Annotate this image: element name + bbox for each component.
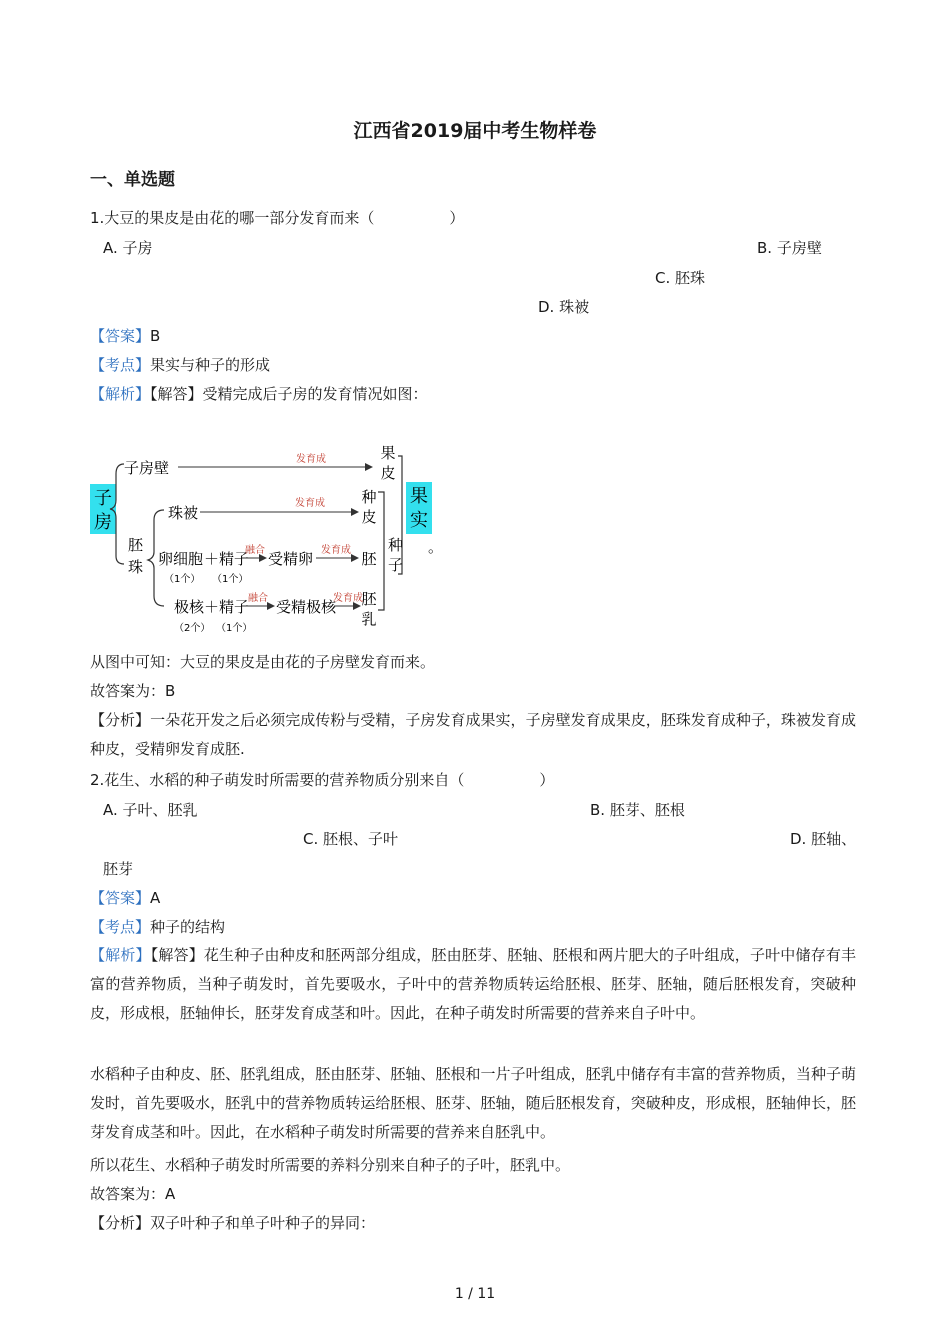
q1-final-answer: 故答案为：B xyxy=(90,682,176,700)
develop-label-2: 发育成 xyxy=(295,498,325,509)
q2-stem: 2.花生、水稻的种子萌发时所需要的营养物质分别来自（ ） xyxy=(90,771,555,789)
ovary-char-1: 子 xyxy=(94,488,112,509)
fusion-label-2: 融合 xyxy=(248,593,268,604)
q2-rice-paragraph: 水稻种子由种皮、胚、胚乳组成，胚由胚芽、胚轴、胚根和一片子叶组成，胚乳中储存有丰富的营养物质，当种子萌发时，首先要吸水，胚乳中的营养物质转运给胚根、胚芽、胚轴，随后胚根发育，突破种皮，形成根，胚轴伸长，胚芽发育成茎和叶。因此，在水稻种子萌发时所需要的营养来自胚乳中。 xyxy=(90,1065,856,1141)
fruit-char-1: 果 xyxy=(410,486,428,507)
polar-count: （2个） xyxy=(174,623,211,634)
q2-option-b: B. 胚芽、胚根 xyxy=(590,801,685,819)
pericarp-char-2: 皮 xyxy=(380,464,396,482)
document-title: 江西省2019届中考生物样卷 xyxy=(353,120,597,142)
q1-option-d: D. 珠被 xyxy=(538,298,590,316)
sperm-count-1: （1个） xyxy=(212,574,249,585)
page-number: 1 / 11 xyxy=(454,1286,496,1302)
point-value: 果实与种子的形成 xyxy=(150,356,271,374)
ovary-development-diagram xyxy=(88,440,448,640)
q1-summary: 【分析】一朵花开发之后必须完成传粉与受精，子房发育成果实，子房壁发育成果皮，胚珠发育成种子，珠被发育成种皮，受精卵发育成胚. xyxy=(90,711,856,758)
egg-count: （1个） xyxy=(164,574,201,585)
point-tag: 【考点】 xyxy=(90,356,151,374)
q2-option-d-cont: 胚芽 xyxy=(103,860,134,878)
q1-answer-line xyxy=(90,326,160,346)
q2-conclusion: 所以花生、水稻种子萌发时所需要的养料分别来自种子的子叶，胚乳中。 xyxy=(90,1156,571,1174)
q1-conclusion: 从图中可知：大豆的果皮是由花的子房壁发育而来。 xyxy=(90,653,436,671)
seed-char-2: 子 xyxy=(388,556,404,574)
analysis-text: 【解答】受精完成后子房的发育情况如图： xyxy=(150,385,428,403)
q1-point-line xyxy=(90,355,270,375)
sperm-count-2: （1个） xyxy=(216,623,253,634)
q1-stem: 1.大豆的果皮是由花的哪一部分发育而来（ ） xyxy=(90,209,465,227)
develop-label-3: 发育成 xyxy=(321,545,351,556)
seed-coat-char-2: 皮 xyxy=(361,508,377,526)
answer-tag: 【答案】 xyxy=(90,327,151,345)
q2-summary: 【分析】双子叶种子和单子叶种子的异同： xyxy=(90,1214,376,1232)
q1-analysis-line xyxy=(90,384,428,404)
analysis-tag: 【解析】 xyxy=(90,946,151,964)
diagram-period: 。 xyxy=(428,538,444,556)
analysis-text: 【解答】花生种子由种皮和胚两部分组成，胚由胚芽、胚轴、胚根和两片肥大的子叶组成，子叶中储存有丰富的营养物质，当种子萌发时，首先要吸水，子叶中的营养物质转运给胚根、胚芽、胚轴，随后胚根发育，突破种皮，形成根，胚轴伸长，胚芽发育成茎和叶。因此，在种子萌发时所需要的营养来自子叶中。 xyxy=(90,946,856,1022)
analysis-tag: 【解析】 xyxy=(90,385,151,403)
seed-char-1: 种 xyxy=(388,536,404,554)
answer-value: A xyxy=(150,889,161,907)
endosperm-char-1: 胚 xyxy=(361,590,377,608)
q2-option-c: C. 胚根、子叶 xyxy=(303,830,399,848)
q2-analysis xyxy=(90,941,856,1028)
q1-option-c: C. 胚珠 xyxy=(655,269,706,287)
answer-value: B xyxy=(150,327,161,345)
plus-sperm-2: ＋精子 xyxy=(204,598,250,616)
seed-bracket xyxy=(378,492,384,610)
fert-polar-label: 受精极核 xyxy=(276,598,337,616)
q1-option-a: A. 子房 xyxy=(103,239,153,257)
polar-label: 极核 xyxy=(174,598,205,616)
develop-label-4: 发育成 xyxy=(333,593,363,604)
embryo-label: 胚 xyxy=(361,550,377,568)
section-heading: 一、单选题 xyxy=(90,170,175,190)
q1-option-b: B. 子房壁 xyxy=(757,239,822,257)
zygote-label: 受精卵 xyxy=(268,550,314,568)
answer-tag: 【答案】 xyxy=(90,889,151,907)
q2-option-a: A. 子叶、胚乳 xyxy=(103,801,198,819)
ovule-char-1: 胚 xyxy=(128,536,144,554)
seed-coat-char-1: 种 xyxy=(361,488,377,506)
ovule-char-2: 珠 xyxy=(128,558,144,576)
fruit-char-2: 实 xyxy=(410,510,428,531)
q2-answer-line xyxy=(90,888,160,908)
q2-final-answer: 故答案为：A xyxy=(90,1185,176,1203)
plus-sperm-1: ＋精子 xyxy=(204,550,250,568)
egg-cell-label: 卵细胞 xyxy=(158,550,204,568)
fusion-label-1: 融合 xyxy=(245,545,265,556)
ovary-char-2: 房 xyxy=(94,512,112,533)
pericarp-char-1: 果 xyxy=(380,444,396,462)
point-value: 种子的结构 xyxy=(150,918,226,936)
q2-point-line xyxy=(90,917,225,937)
endosperm-char-2: 乳 xyxy=(361,610,377,628)
develop-label-1: 发育成 xyxy=(296,454,326,465)
point-tag: 【考点】 xyxy=(90,918,151,936)
integument-label: 珠被 xyxy=(168,504,199,522)
q2-option-d: D. 胚轴、 xyxy=(790,830,857,848)
ovary-wall-label: 子房壁 xyxy=(124,459,170,477)
